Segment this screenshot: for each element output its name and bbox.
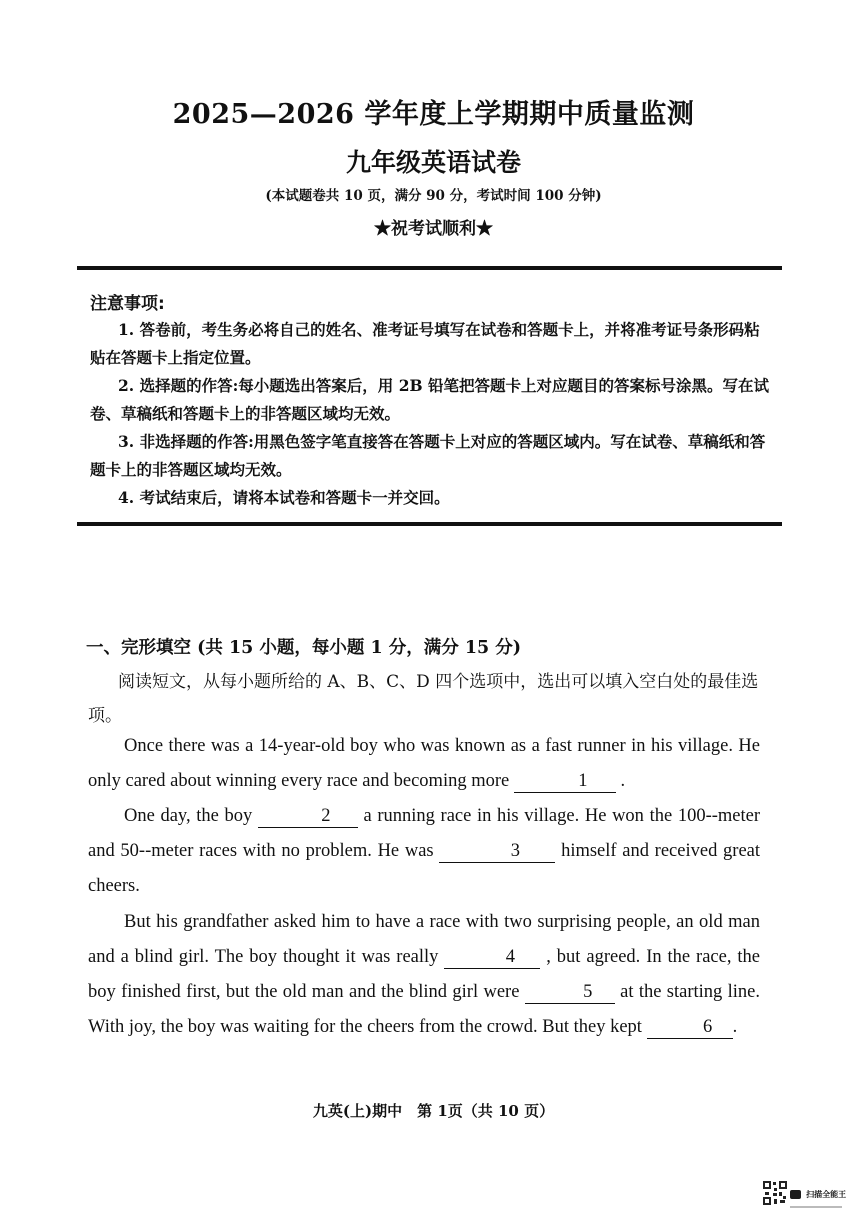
blank-4[interactable]: 4 — [444, 946, 540, 969]
bottom-divider — [77, 522, 782, 526]
notice-heading: 注意事项: — [90, 294, 165, 314]
blank-2[interactable]: 2 — [258, 805, 358, 828]
blank-5[interactable]: 5 — [525, 981, 615, 1004]
scanner-label: 扫描全能王 — [806, 1190, 847, 1199]
good-luck-line: ★祝考试顺利★ — [374, 219, 493, 239]
blank-3[interactable]: 3 — [439, 840, 555, 863]
passage-paragraph-3: But his grandfather asked him to have a race with two surprising people, an old man and a blind girl. The boy thought it was really 4 , but agreed. In the race, the boy finished first, but the old man and the blind girl were 5 at the starting line. With joy, the boy was waiting for the cheers from the crowd. But they kept 6 . — [88, 912, 761, 1037]
exam-title: 2025—2026 学年度上学期期中质量监测 — [172, 99, 695, 130]
passage-paragraph-1: Once there was a 14-year-old boy who was known as a fast runner in his village. He only cared about winning every race and becoming more 1 . — [88, 736, 760, 791]
section-title: 一、完形填空 — [86, 638, 191, 658]
exam-note: (本试题卷共 10 页，满分 90 分，考试时间 100 分钟) — [265, 188, 602, 204]
section-heading — [86, 634, 521, 659]
blank-6[interactable]: 6 — [647, 1016, 733, 1039]
top-divider — [77, 266, 782, 270]
section-detail: (共 15 小题，每小题 1 分，满分 15 分) — [191, 638, 522, 658]
scanner-subline — [790, 1206, 842, 1208]
notice-item-1: 1. 答卷前，考生务必将自己的姓名、准考证号填写在试卷和答题卡上，并将准考证号条形码粘贴在答题卡上指定位置。 — [90, 320, 760, 367]
scanner-watermark — [790, 1184, 850, 1206]
blank-1[interactable]: 1 — [514, 770, 616, 793]
notice-item-2: 2. 选择题的作答:每小题选出答案后，用 2B 铅笔把答题卡上对应题目的答案标号涂黑。写在试卷、草稿纸和答题卡上的非答题区域均无效。 — [90, 376, 769, 423]
qr-code-icon — [762, 1180, 788, 1206]
page-footer: 九英(上)期中 第 1页（共 10 页） — [312, 1102, 555, 1120]
notice-item-4: 4. 考试结束后，请将本试卷和答题卡一并交回。 — [118, 488, 450, 507]
notice-item-3: 3. 非选择题的作答:用黑色签字笔直接答在答题卡上对应的答题区域内。写在试卷、草稿纸和答题卡上的非答题区域均无效。 — [90, 432, 766, 479]
section-instruction: 阅读短文，从每小题所给的 A、B、C、D 四个选项中，选出可以填入空白处的最佳选项。 — [88, 672, 759, 726]
passage-paragraph-2: One day, the boy 2 a running race in his village. He won the 100--meter and 50--meter races with no problem. He was 3 himself and received great cheers. — [88, 806, 761, 896]
scanner-logo-icon — [790, 1190, 801, 1199]
exam-subtitle: 九年级英语试卷 — [345, 148, 521, 177]
